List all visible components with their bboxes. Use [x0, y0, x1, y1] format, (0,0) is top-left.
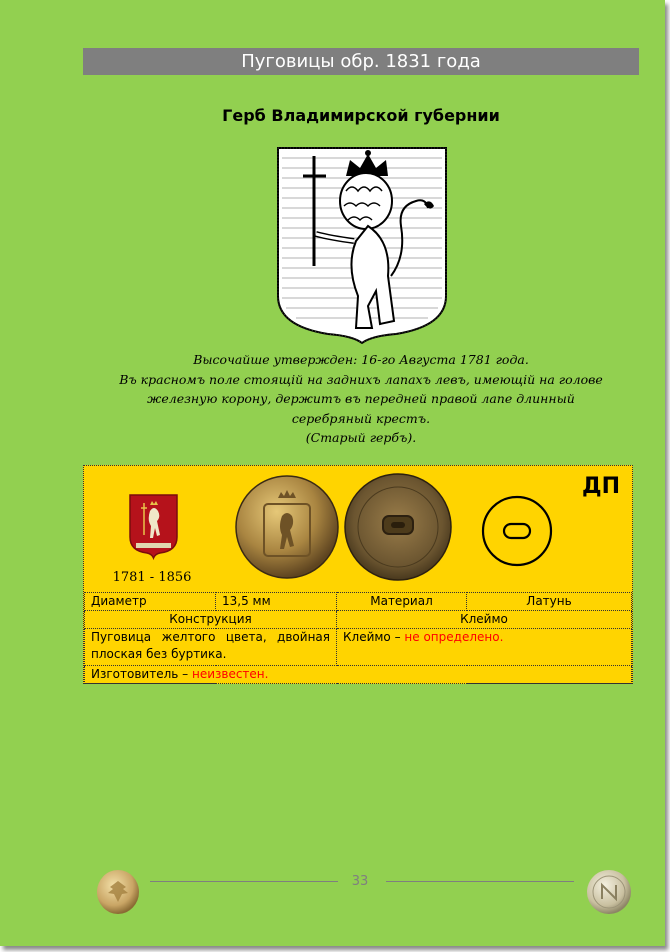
table-row	[85, 629, 632, 666]
mark-prefix: Клеймо –	[343, 630, 401, 644]
footer-coin-eagle-icon	[96, 869, 140, 915]
type-badge: ДП	[582, 474, 621, 499]
diameter-label: Диаметр	[85, 593, 216, 611]
diameter-value: 13,5 мм	[216, 593, 337, 611]
specs-table	[84, 592, 632, 684]
page-number: 33	[351, 874, 369, 889]
mark-label: Клеймо	[337, 611, 632, 629]
footer-coin-monogram-icon	[586, 869, 632, 915]
table-row	[85, 593, 632, 611]
material-label: Материал	[337, 593, 467, 611]
table-row	[85, 666, 632, 684]
maker-prefix: Изготовитель –	[91, 667, 189, 681]
coat-of-arms-image	[276, 146, 448, 344]
shank-schema-icon	[481, 495, 553, 567]
footer-divider-right	[386, 881, 574, 882]
maker-cell	[85, 666, 632, 684]
table-row	[85, 611, 632, 629]
caption-line: (Старый гербъ).	[305, 430, 417, 445]
years-label: 1781 - 1856	[112, 570, 192, 585]
small-coat-of-arms-icon	[128, 493, 179, 560]
section-title: Герб Владимирской губернии	[222, 106, 500, 125]
construction-label: Конструкция	[85, 611, 337, 629]
caption-line: Въ красномъ поле стоящій на заднихъ лапахъ левъ, имеющій на голове	[119, 371, 603, 387]
caption-line: Высочайше утвержден: 16-го Августа 1781 года.	[193, 352, 529, 367]
coat-caption	[100, 350, 622, 448]
caption-line: серебряный крестъ.	[291, 410, 431, 426]
maker-value: неизвестен.	[191, 667, 269, 681]
mark-value: не определено.	[404, 630, 504, 644]
button-front-image	[234, 474, 340, 580]
button-back-image	[343, 472, 453, 582]
caption-line: железную корону, держитъ въ передней правой лапе длинный	[147, 391, 575, 406]
page-header-title: Пуговицы обр. 1831 года	[83, 48, 639, 75]
mark-cell	[337, 629, 632, 666]
construction-text: Пуговица желтого цвета, двойная плоская без буртика.	[85, 629, 337, 666]
footer-divider-left	[150, 881, 338, 882]
material-value: Латунь	[467, 593, 632, 611]
